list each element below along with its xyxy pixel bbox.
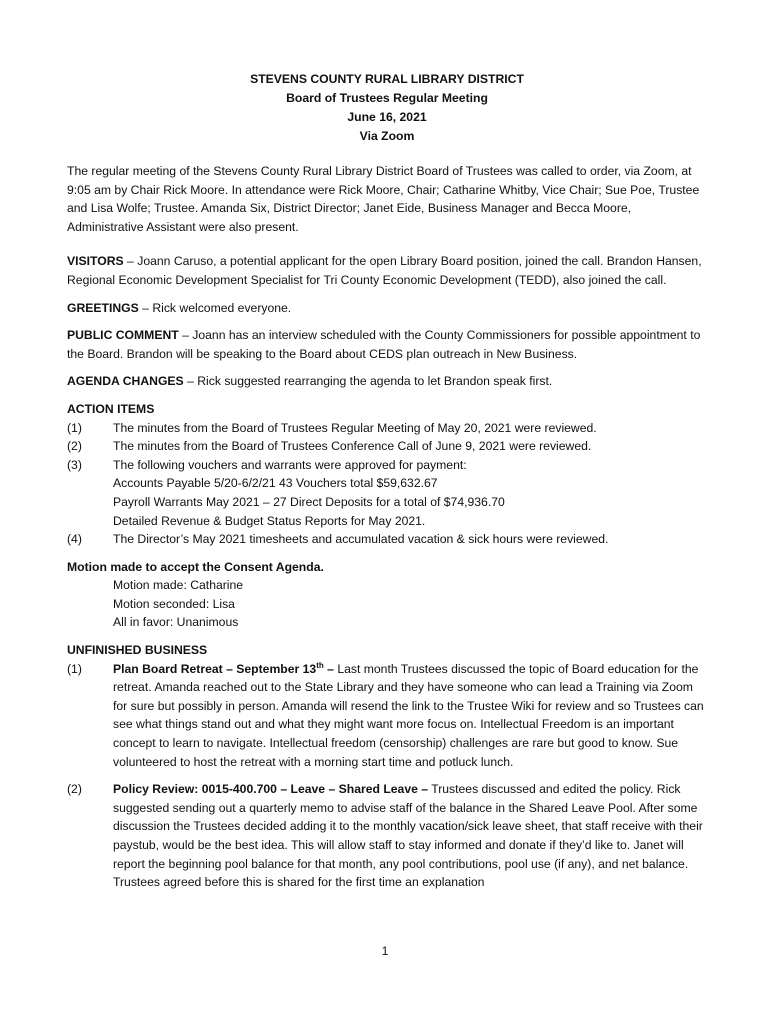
document-header	[67, 70, 707, 146]
business-item-text: Last month Trustees discussed the topic of Board education for the retreat. Amanda reached out to the State Library and they have someone who can lead a Training via Zoom for sure but possibly in person. Amanda will resend the link to the Trustee Wiki for review and so Trustees can see what things stand out and what they might want more focus on. Intellectual Freedom is an important concept to learn to navigate. Intellectual freedom (censorship) challenges are rare but good to know. Sue volunteered to host the retreat with a morning start time and potluck lunch.	[113, 661, 704, 769]
motion-line: Motion seconded: Lisa	[113, 596, 235, 611]
motion-line: All in favor: Unanimous	[113, 615, 239, 630]
action-item-text: The following vouchers and warrants were approved for payment:	[113, 457, 467, 472]
ordinal-suffix: th	[316, 660, 324, 670]
voucher-line: Detailed Revenue & Budget Status Reports for May 2021.	[113, 513, 426, 528]
business-item-number: (2)	[67, 782, 82, 797]
business-item-title: Policy Review: 0015-400.700 – Leave – Shared Leave –	[113, 782, 429, 797]
meeting-title: Board of Trustees Regular Meeting	[286, 91, 488, 105]
voucher-line: Accounts Payable 5/20-6/2/21 43 Vouchers total $59,632.67	[113, 476, 438, 491]
unfinished-business-section	[67, 641, 707, 892]
business-item-title: Plan Board Retreat – September 13th –	[113, 660, 334, 676]
document-body	[67, 70, 707, 892]
action-item-text: The minutes from the Board of Trustees Conference Call of June 9, 2021 were reviewed.	[113, 439, 592, 454]
greetings-section	[67, 299, 707, 318]
voucher-line: Payroll Warrants May 2021 – 27 Direct Deposits for a total of $74,936.70	[113, 494, 505, 509]
intro-paragraph: The regular meeting of the Stevens County Rural Library District Board of Trustees was called to order, via Zoom, at 9:05 am by Chair Rick Moore. In attendance were Rick Moore, Chair; Catharine Whitby, Vice Chair; Sue Poe, Trustee and Lisa Wolfe; Trustee. Amanda Six, District Director; Janet Eide, Business Manager and Becca Moore, Administrative Assistant were also present.	[67, 164, 700, 234]
action-items-heading: ACTION ITEMS	[67, 401, 155, 416]
visitors-text: – Joann Caruso, a potential applicant for the open Library Board position, joined the call. Brandon Hansen, Regional Economic Development Specialist for Tri County Economic Development (TEDD), also joined the call.	[67, 254, 702, 287]
unfinished-business-heading: UNFINISHED BUSINESS	[67, 643, 208, 658]
agenda-changes-text: – Rick suggested rearranging the agenda to let Brandon speak first.	[183, 374, 553, 389]
agenda-changes-heading: AGENDA CHANGES	[67, 374, 184, 389]
page-number: 1	[381, 944, 389, 958]
public-comment-heading: PUBLIC COMMENT	[67, 328, 179, 343]
action-item	[67, 437, 707, 456]
business-item-number: (1)	[67, 661, 82, 676]
action-item	[67, 419, 707, 438]
motion-heading: Motion made to accept the Consent Agenda.	[67, 559, 324, 574]
action-item	[67, 456, 707, 475]
visitors-section	[67, 252, 707, 289]
business-item	[67, 660, 707, 772]
action-item-number: (1)	[67, 420, 82, 435]
greetings-heading: GREETINGS	[67, 300, 139, 315]
action-item-text: The minutes from the Board of Trustees Regular Meeting of May 20, 2021 were reviewed.	[113, 420, 597, 435]
org-name: STEVENS COUNTY RURAL LIBRARY DISTRICT	[250, 72, 524, 86]
action-item-text: The Director’s May 2021 timesheets and accumulated vacation & sick hours were reviewed.	[113, 532, 609, 547]
motion-line: Motion made: Catharine	[113, 578, 244, 593]
business-item-body	[113, 660, 707, 772]
meeting-date: June 16, 2021	[347, 110, 427, 124]
agenda-changes-section	[67, 372, 707, 391]
meeting-venue: Via Zoom	[359, 129, 415, 143]
public-comment-section	[67, 326, 707, 363]
greetings-text: – Rick welcomed everyone.	[138, 300, 292, 315]
public-comment-text: – Joann has an interview scheduled with the County Commissioners for possible appointment to the Board. Brandon will be speaking to the Board about CEDS plan outreach in New Business.	[67, 328, 701, 361]
action-items-section	[67, 400, 707, 549]
business-item-body	[113, 780, 707, 892]
action-item	[67, 530, 707, 549]
business-item	[67, 780, 707, 892]
action-item-number: (3)	[67, 457, 82, 472]
visitors-heading: VISITORS	[67, 254, 124, 269]
motion-section	[67, 558, 707, 632]
action-item-number: (2)	[67, 439, 82, 454]
business-item-text: Trustees discussed and edited the policy. Rick suggested sending out a quarterly memo to advise staff of the balance in the Shared Leave Pool. After some discussion the Trustees decided adding it to the monthly vacation/sick leave sheet, that staff receive with their paystub, would be the best idea. This will allow staff to stay informed and donate if they’d like to. Janet will report the beginning pool balance for that month, any pool contributions, pool use (if any), and net balance. Trustees agreed before this is shared for the first time an explanation	[113, 782, 703, 890]
action-item-number: (4)	[67, 532, 82, 547]
